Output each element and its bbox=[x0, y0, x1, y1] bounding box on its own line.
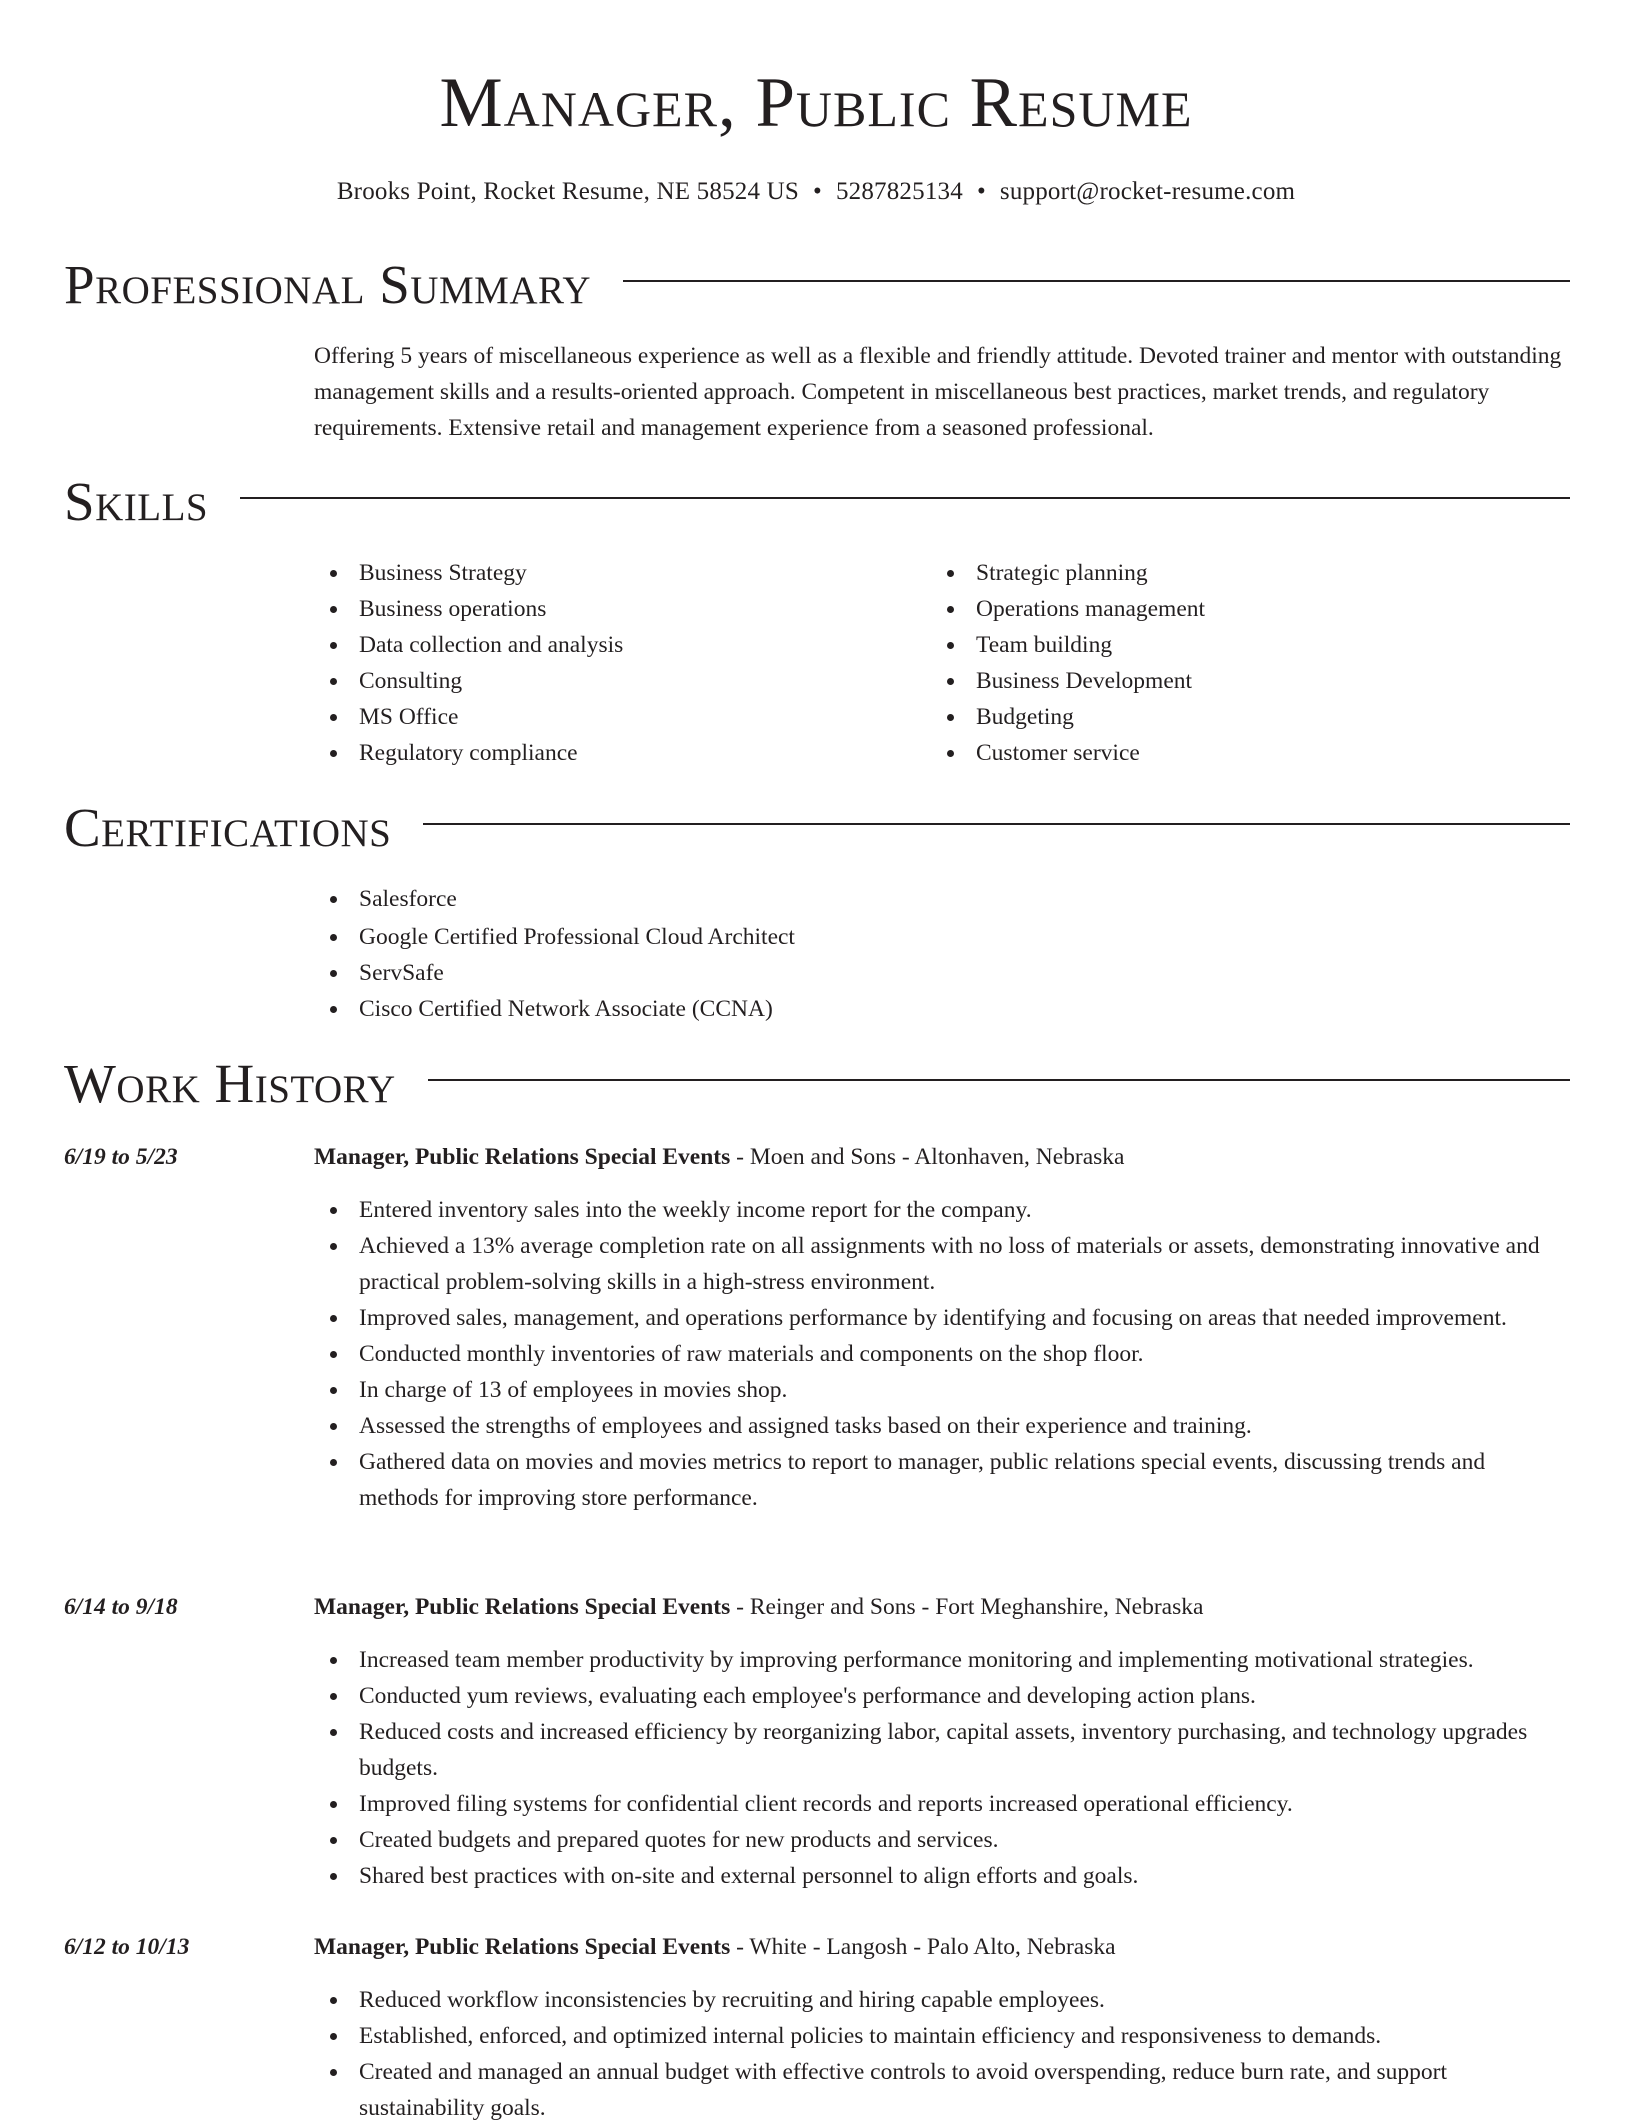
job-bullet-list bbox=[314, 1192, 1564, 1516]
skills-list-right bbox=[931, 555, 1531, 771]
skill-item: Regulatory compliance bbox=[314, 735, 914, 771]
skill-item: Customer service bbox=[931, 735, 1531, 771]
job-bullet: Improved sales, management, and operations performance by identifying and focusing on areas that needed improvement. bbox=[314, 1300, 1564, 1336]
job-bullet: Increased team member productivity by improving performance monitoring and implementing motivational strategies. bbox=[314, 1642, 1564, 1678]
certifications-list bbox=[314, 881, 1514, 1027]
job-bullet: Gathered data on movies and movies metrics to report to manager, public relations special events, discussing trends and methods for improving store performance. bbox=[314, 1444, 1564, 1516]
skills-list-left bbox=[314, 555, 914, 771]
skill-item: Team building bbox=[931, 627, 1531, 663]
contact-address: Brooks Point, Rocket Resume, NE 58524 US bbox=[336, 178, 799, 205]
job-bullet: Improved filing systems for confidential client records and reports increased operational efficiency. bbox=[314, 1786, 1564, 1822]
section-title-summary: Professional Summary bbox=[64, 254, 592, 315]
skill-item: Business Development bbox=[931, 663, 1531, 699]
contact-email: support@rocket-resume.com bbox=[999, 178, 1296, 205]
section-divider bbox=[240, 497, 1570, 499]
section-divider bbox=[428, 1079, 1570, 1081]
job-bullet: Entered inventory sales into the weekly income report for the company. bbox=[314, 1192, 1564, 1228]
resume-name: Manager, Public Resume bbox=[439, 64, 1193, 142]
job-company: - Reinger and Sons - Fort Meghanshire, Nebraska bbox=[730, 1594, 1204, 1620]
certification-item: Cisco Certified Network Associate (CCNA) bbox=[314, 991, 1514, 1027]
certification-item: Salesforce bbox=[314, 881, 1514, 917]
section-divider bbox=[623, 280, 1570, 282]
certification-item: Google Certified Professional Cloud Architect bbox=[314, 919, 1514, 955]
section-divider bbox=[423, 823, 1570, 825]
job-bullet: Assessed the strengths of employees and assigned tasks based on their experience and training. bbox=[314, 1408, 1564, 1444]
job-dates: 6/12 to 10/13 bbox=[64, 1934, 190, 1960]
section-header-summary bbox=[64, 250, 1570, 320]
skill-item: Business operations bbox=[314, 591, 914, 627]
section-title-certifications: Certifications bbox=[64, 797, 392, 858]
job-bullet: Shared best practices with on-site and external personnel to align efforts and goals. bbox=[314, 1858, 1564, 1894]
job-dates: 6/14 to 9/18 bbox=[64, 1594, 178, 1620]
job-dates: 6/19 to 5/23 bbox=[64, 1144, 178, 1170]
certification-item: ServSafe bbox=[314, 955, 1514, 991]
section-header-skills bbox=[64, 467, 1570, 537]
job-title: Manager, Public Relations Special Events bbox=[314, 1594, 731, 1620]
section-header-work-history bbox=[64, 1049, 1570, 1119]
skill-item: MS Office bbox=[314, 699, 914, 735]
job-bullet: Achieved a 13% average completion rate on all assignments with no loss of materials or assets, demonstrating innovative and practical problem-solving skills in a high-stress environment. bbox=[314, 1228, 1564, 1300]
job-bullet: Conducted monthly inventories of raw materials and components on the shop floor. bbox=[314, 1336, 1564, 1372]
job-company: - Moen and Sons - Altonhaven, Nebraska bbox=[730, 1144, 1125, 1170]
job-heading bbox=[314, 1929, 1564, 1965]
skill-item: Strategic planning bbox=[931, 555, 1531, 591]
skill-item: Budgeting bbox=[931, 699, 1531, 735]
job-bullet: Created budgets and prepared quotes for new products and services. bbox=[314, 1822, 1564, 1858]
skill-item: Consulting bbox=[314, 663, 914, 699]
job-heading bbox=[314, 1589, 1564, 1625]
job-bullet-list bbox=[314, 1642, 1564, 1894]
job-bullet: Created and managed an annual budget with effective controls to avoid overspending, reduce burn rate, and support sustainability goals. bbox=[314, 2054, 1564, 2126]
section-title-work-history: Work History bbox=[64, 1053, 396, 1114]
contact-separator: • bbox=[976, 178, 986, 205]
skill-item: Operations management bbox=[931, 591, 1531, 627]
job-company: - White - Langosh - Palo Alto, Nebraska bbox=[730, 1934, 1116, 1960]
contact-separator: • bbox=[812, 178, 822, 205]
job-bullet-list bbox=[314, 1982, 1564, 2126]
job-title: Manager, Public Relations Special Events bbox=[314, 1144, 731, 1170]
job-bullet: Conducted yum reviews, evaluating each employee's performance and developing action plans. bbox=[314, 1678, 1564, 1714]
contact-phone: 5287825134 bbox=[835, 178, 963, 205]
skill-item: Data collection and analysis bbox=[314, 627, 914, 663]
job-title: Manager, Public Relations Special Events bbox=[314, 1934, 731, 1960]
job-bullet: Established, enforced, and optimized internal policies to maintain efficiency and responsiveness to demands. bbox=[314, 2018, 1564, 2054]
section-header-certifications bbox=[64, 793, 1570, 863]
summary-text: Offering 5 years of miscellaneous experience as well as a flexible and friendly attitude. Devoted trainer and mentor with outstanding management skills and a results-oriented approach. Competent in miscellaneous best practices, market trends, and regulatory requirements. Extensive retail and management experience from a seasoned professional. bbox=[314, 343, 1562, 441]
job-bullet: Reduced costs and increased efficiency by reorganizing labor, capital assets, inventory purchasing, and technology upgrades budgets. bbox=[314, 1714, 1564, 1786]
section-title-skills: Skills bbox=[64, 471, 209, 532]
job-bullet: Reduced workflow inconsistencies by recruiting and hiring capable employees. bbox=[314, 1982, 1564, 2018]
job-heading bbox=[314, 1139, 1564, 1175]
skill-item: Business Strategy bbox=[314, 555, 914, 591]
contact-line bbox=[0, 172, 1632, 212]
job-bullet: In charge of 13 of employees in movies shop. bbox=[314, 1372, 1564, 1408]
